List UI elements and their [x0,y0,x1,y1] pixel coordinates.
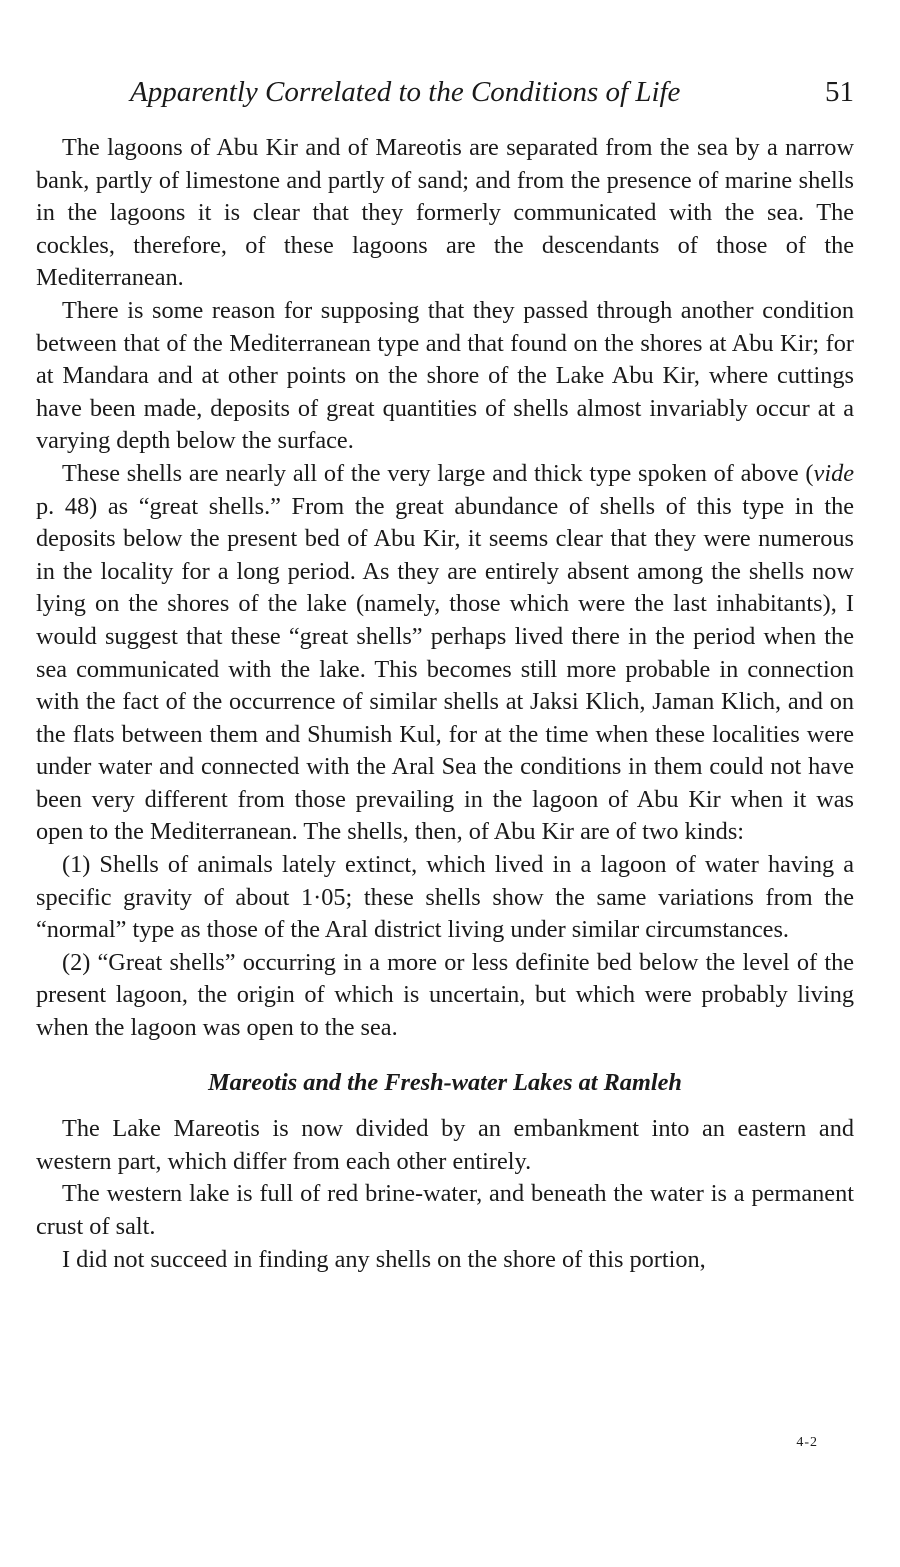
body-text [36,132,854,1276]
running-head [36,72,854,112]
section-paragraph-2: The western lake is full of red brine-water, and beneath the water is a permanent crust of salt. [36,1180,854,1240]
paragraph-3-part-b: p. 48) as “great shells.” From the great abundance of shells of this type in the deposits below the present bed of Abu Kir, it seems clear that they were numerous in the locality for a long period. As they are entirely absent among the shells now lying on the shores of the lake (namely, those which were the last inhabitants), I would suggest that these “great shells” perhaps lived there in the period when the sea communicated with the lake. This becomes still more probable in connection with the fact of the occurrence of similar shells at Jaksi Klich, Jaman Klich, and on the flats between them and Shumish Kul, for at the time when these localities were under water and connected with the Aral Sea the conditions in them could not have been very different from those prevailing in the lagoon of Abu Kir when it was open to the Mediterranean. The shells, then, of Abu Kir are of two kinds: [36,492,854,846]
section-heading: Mareotis and the Fresh-water Lakes at Ramleh [208,1068,682,1096]
page-number: 51 [825,76,854,108]
signature-mark: 4-2 [796,1435,818,1450]
section-paragraph-3: I did not succeed in finding any shells on the shore of this portion, [62,1245,706,1273]
paragraph-3 [36,458,854,849]
section-paragraph-1: The Lake Mareotis is now divided by an embankment into an eastern and western part, which differ from each other entirely. [36,1115,854,1175]
paragraph-3-part-a: These shells are nearly all of the very large and thick type spoken of above ( [62,459,814,487]
paragraph-3-italic: vide [813,459,854,487]
list-item-1: (1) Shells of animals lately extinct, which lived in a lagoon of water having a specific gravity of about 1·05; these shells show the same variations from the “normal” type as those of the Aral district living under similar circumstances. [36,851,854,944]
paragraph-2: There is some reason for supposing that they passed through another condition between that of the Mediterranean type and that found on the shores at Abu Kir; for at Mandara and at other points on the shore of the Lake Abu Kir, where cuttings have been made, deposits of great quantities of shells almost invariably occur at a varying depth below the surface. [36,296,854,455]
paragraph-1: The lagoons of Abu Kir and of Mareotis are separated from the sea by a narrow bank, partly of limestone and partly of sand; and from the presence of marine shells in the lagoons it is clear that they formerly communicated with the sea. The cockles, therefore, of these lagoons are the descendants of those of the Mediterranean. [36,134,854,292]
list-item-2: (2) “Great shells” occurring in a more or less definite bed below the level of the present lagoon, the origin of which is uncertain, but which were probably living when the lagoon was open to the sea. [36,948,854,1042]
running-title: Apparently Correlated to the Conditions of Life [130,76,681,108]
